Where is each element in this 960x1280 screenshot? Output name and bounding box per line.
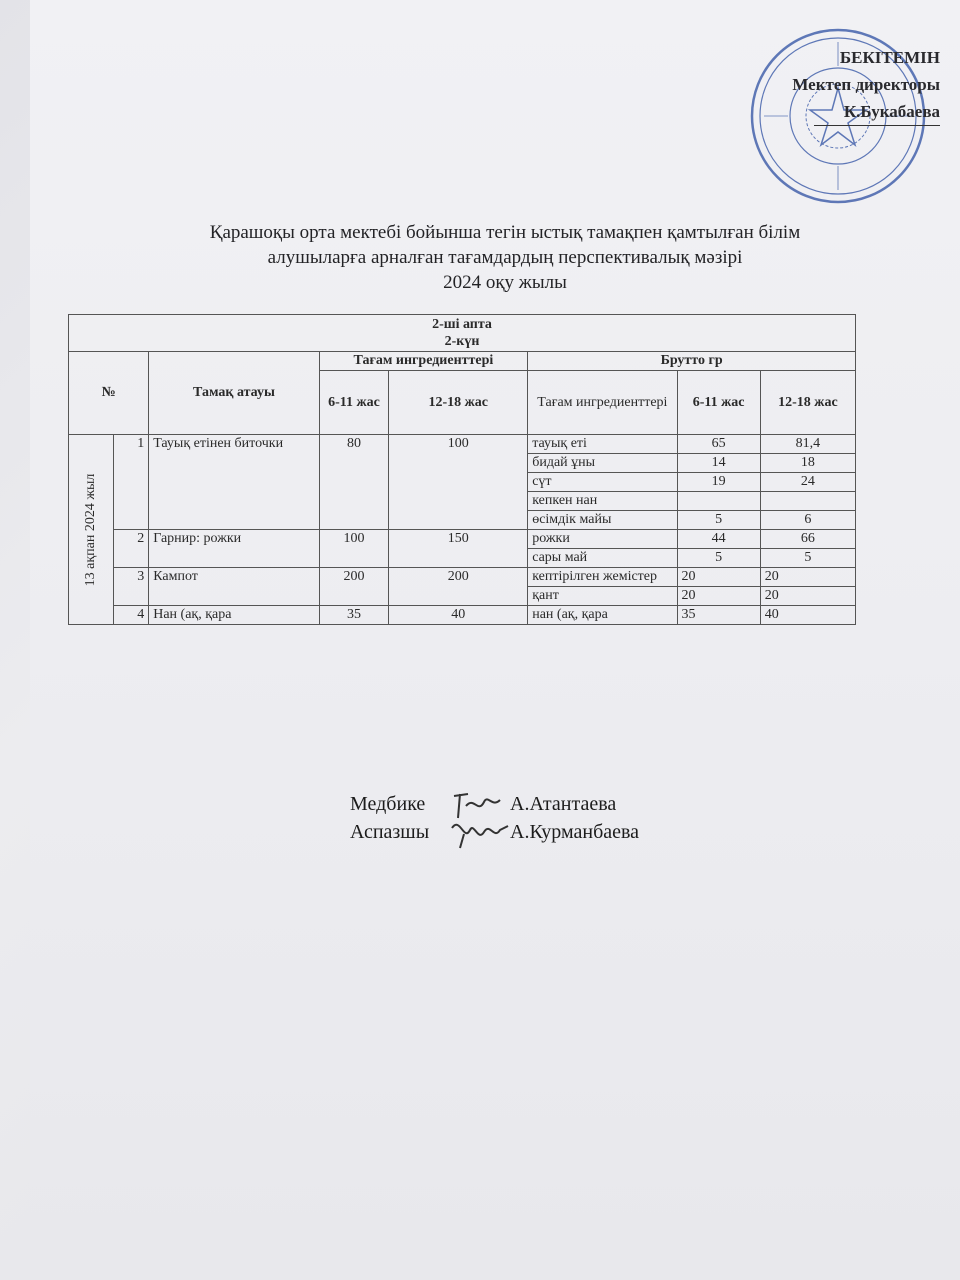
table-row [69,530,856,549]
gross-12-18: 81,4 [760,435,855,454]
dish-name: Нан (ақ, қара [149,606,319,625]
gross-12-18: 6 [760,511,855,530]
header-age-6-11: 6-11 жас [319,371,389,435]
gross-6-11: 65 [677,435,760,454]
table-row [69,435,856,454]
portion-12-18: 150 [389,530,528,568]
ingredient-name: кепкен нан [528,492,677,511]
document-title [100,220,910,295]
gross-12-18: 40 [760,606,855,625]
portion-12-18: 40 [389,606,528,625]
header-ingredients-group: Тағам ингредиенттері [319,352,528,371]
date-cell [69,435,114,625]
header-no: № [69,352,149,435]
gross-6-11: 14 [677,454,760,473]
signature-role: Медбике [350,793,426,815]
portion-6-11: 80 [319,435,389,530]
date-label: 13 ақпан 2024 жыл [82,473,98,586]
menu-body [69,435,856,625]
gross-6-11: 35 [677,606,760,625]
title-line-2: алушыларға арналған тағамдардың перспективалық мәзірі [267,247,743,268]
menu-table [68,314,856,625]
week-day-cell [69,315,856,352]
gross-12-18: 20 [760,587,855,606]
table-row [69,606,856,625]
portion-6-11: 35 [319,606,389,625]
ingredient-name: сары май [528,549,677,568]
gross-12-18: 20 [760,568,855,587]
week-day-row [69,315,856,352]
signature-role: Аспазшы [350,821,430,843]
header-age-12-18: 12-18 жас [389,371,528,435]
dish-name: Тауық етінен биточки [149,435,319,530]
week-label: 2-ші апта [432,317,492,332]
signature-name: А.Атантаева [510,793,617,815]
header-gross-6-11: 6-11 жас [677,371,760,435]
signatures-block [350,790,639,846]
gross-6-11: 5 [677,549,760,568]
gross-12-18 [760,492,855,511]
title-line-3: 2024 оқу жылы [443,272,567,293]
gross-12-18: 66 [760,530,855,549]
header-gross-group: Брутто гр [528,352,856,371]
dish-number: 2 [113,530,149,568]
ingredient-name: қант [528,587,677,606]
day-label: 2-күн [444,334,480,349]
header-gross-12-18: 12-18 жас [760,371,855,435]
dish-number: 1 [113,435,149,530]
header-ingredient: Тағам ингредиенттері [528,371,677,435]
ingredient-name: нан (ақ, қара [528,606,677,625]
signature-name: А.Курманбаева [510,821,640,843]
header-row-1 [69,352,856,371]
portion-6-11: 100 [319,530,389,568]
signature-row-cook [350,818,639,846]
portion-12-18: 200 [389,568,528,606]
gross-12-18: 5 [760,549,855,568]
gross-6-11 [677,492,760,511]
dish-number: 3 [113,568,149,606]
header-dish: Тамақ атауы [149,352,319,435]
gross-12-18: 18 [760,454,855,473]
dish-name: Гарнир: рожки [149,530,319,568]
gross-6-11: 20 [677,568,760,587]
ingredient-name: тауық еті [528,435,677,454]
dish-name: Кампот [149,568,319,606]
title-line-1: Қарашоқы орта мектебі бойынша тегін ыстық тамақпен қамтылған білім [209,222,801,243]
ingredient-name: өсімдік майы [528,511,677,530]
ingredient-name: сүт [528,473,677,492]
approval-director-name: К.Букабаева [814,98,940,126]
approval-heading: БЕКІТЕМІН [839,48,940,67]
gross-12-18: 24 [760,473,855,492]
portion-6-11: 200 [319,568,389,606]
handwritten-signature [450,818,510,846]
gross-6-11: 44 [677,530,760,549]
dish-number: 4 [113,606,149,625]
ingredient-name: кептірілген жемістер [528,568,677,587]
ingredient-name: рожки [528,530,677,549]
gross-6-11: 5 [677,511,760,530]
portion-12-18: 100 [389,435,528,530]
table-row [69,568,856,587]
approval-block [792,44,940,126]
gross-6-11: 19 [677,473,760,492]
ingredient-name: бидай ұны [528,454,677,473]
approval-position: Мектеп директоры [792,75,940,94]
gross-6-11: 20 [677,587,760,606]
